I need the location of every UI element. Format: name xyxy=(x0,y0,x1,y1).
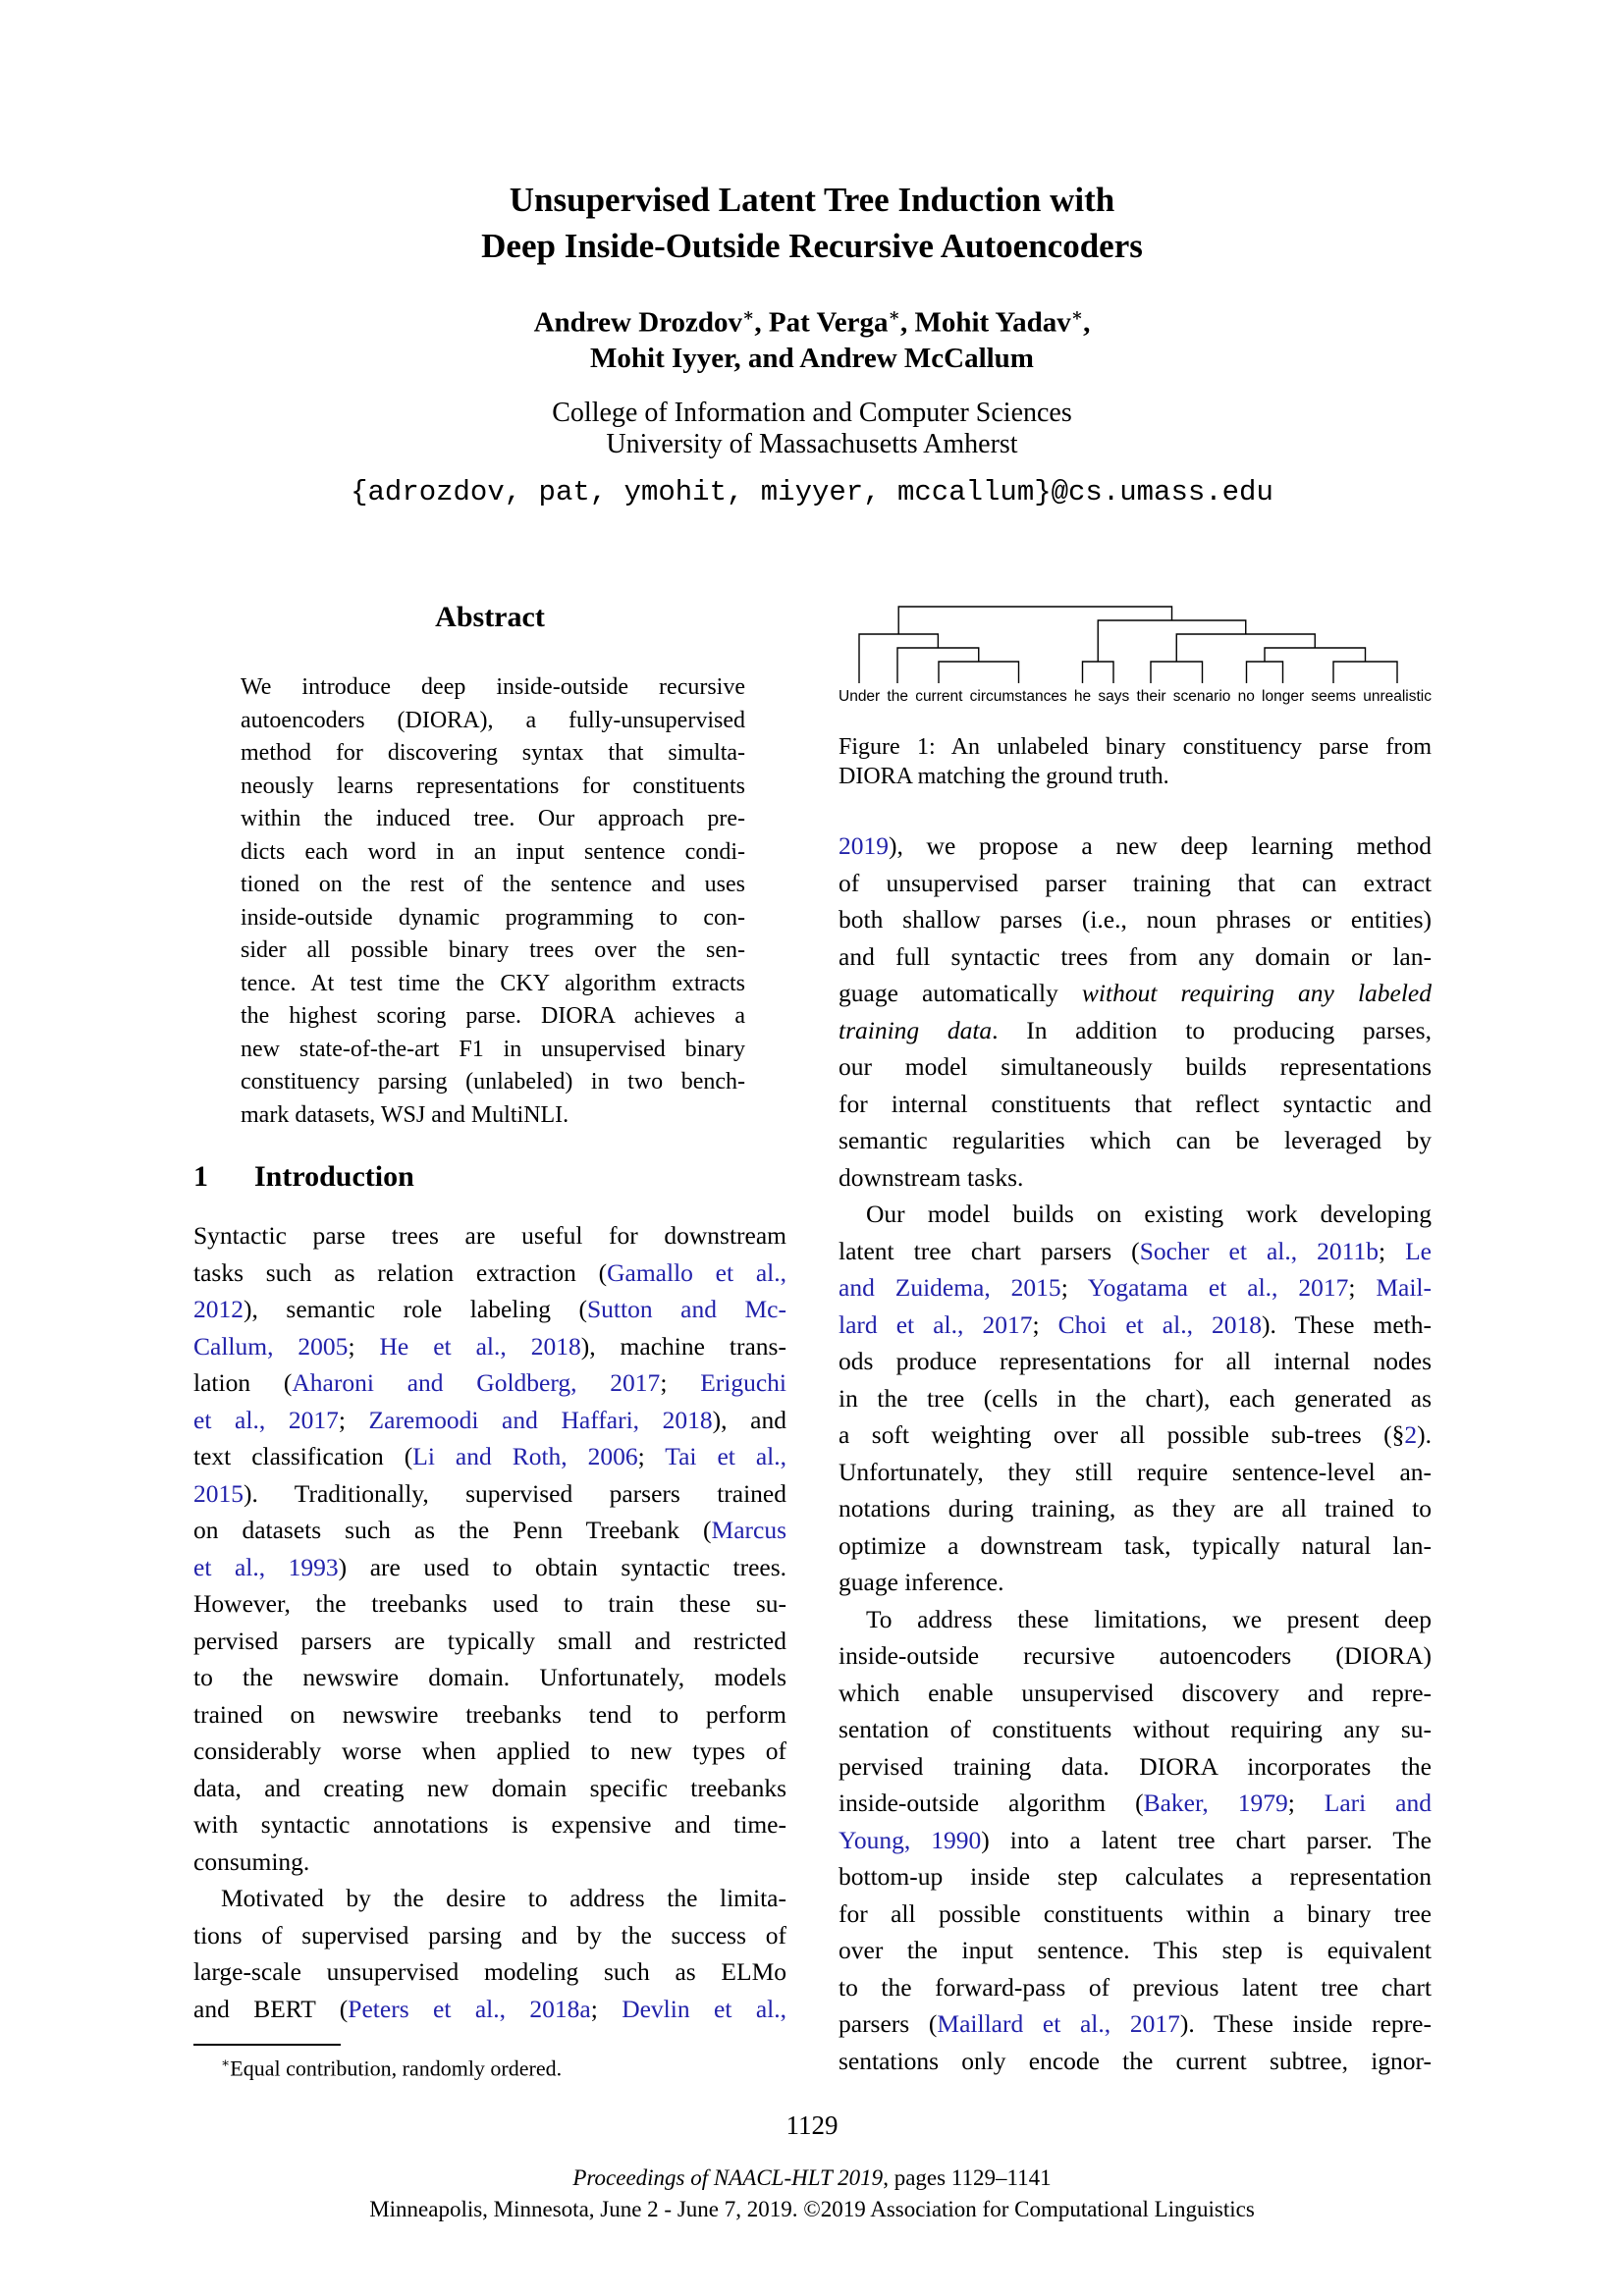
text-segment: for internal constituents that reflect syntactic and xyxy=(839,1089,1432,1118)
text-line xyxy=(193,1806,786,1843)
text-line xyxy=(839,762,1432,791)
text-segment: Equal contribution, randomly ordered. xyxy=(230,2056,563,2081)
text-segment: Syntactic parse trees are useful for downstream xyxy=(193,1221,786,1250)
tree-word: current xyxy=(915,688,963,705)
text-segment: DIORA matching the ground truth. xyxy=(839,764,1169,789)
introduction-text xyxy=(193,1217,786,2027)
text-segment: ; xyxy=(1060,1273,1088,1302)
tree-word: he xyxy=(1073,688,1092,705)
citation-link[interactable]: Peters et al., 2018a xyxy=(348,1994,591,2023)
parse-tree-diagram xyxy=(839,601,1432,683)
text-line xyxy=(839,901,1432,938)
text-segment: notations during training, as they are all trained to xyxy=(839,1494,1432,1522)
citation-link[interactable]: Young, 1990 xyxy=(839,1825,982,1854)
tree-word: unrealistic xyxy=(1363,688,1432,705)
text-segment: ods produce representations for all internal nodes xyxy=(839,1347,1432,1375)
text-segment: within the induced tree. Our approach pre- xyxy=(241,806,745,831)
text-line xyxy=(839,1490,1432,1527)
page-number: 1129 xyxy=(785,2110,839,2140)
text-line xyxy=(193,1733,786,1770)
text-line xyxy=(241,1066,745,1099)
text-line xyxy=(241,1000,745,1034)
text-line xyxy=(241,836,745,870)
text-segment: ). xyxy=(1417,1420,1432,1449)
text-segment: autoencoders (DIORA), a fully-unsupervised xyxy=(241,707,745,733)
text-line xyxy=(193,1402,786,1439)
text-segment: downstream tasks. xyxy=(839,1162,1024,1192)
citation-link[interactable]: Le xyxy=(1405,1236,1432,1265)
text-line xyxy=(241,671,745,705)
text-segment: tasks such as relation extraction ( xyxy=(193,1257,608,1287)
text-line xyxy=(193,1255,786,1292)
citation-link[interactable]: lard et al., 2017 xyxy=(839,1309,1033,1339)
text-segment: ; xyxy=(338,1405,369,1434)
text-line xyxy=(241,968,745,1001)
text-line xyxy=(839,1564,1432,1601)
text-segment: latent tree chart parsers ( xyxy=(839,1236,1140,1265)
text-segment: inside-outside dynamic programming to con- xyxy=(241,904,745,931)
text-segment: tions of supervised parsing and by the success of xyxy=(193,1920,786,1949)
text-segment: on datasets such as the Penn Treebank ( xyxy=(193,1516,712,1544)
text-segment: data, and creating new domain specific treebanks xyxy=(193,1773,786,1802)
text-line xyxy=(241,902,745,935)
text-segment: ∗ xyxy=(221,2056,231,2070)
text-segment: We introduce deep inside-outside recursive xyxy=(241,674,745,700)
right-column-text xyxy=(839,828,1432,2079)
citation-link[interactable]: Maillard et al., 2017 xyxy=(937,2009,1180,2038)
text-segment: lation ( xyxy=(193,1368,293,1397)
text-segment: Andrew Drozdov xyxy=(533,306,742,339)
italic-text: training data xyxy=(839,1015,993,1044)
citation-link[interactable]: Sutton and Mc- xyxy=(586,1295,786,1323)
affiliation-line2: University of Massachusetts Amherst xyxy=(606,429,1018,459)
text-segment: ). These inside repre- xyxy=(1179,2009,1432,2038)
text-segment: new state-of-the-art F1 in unsupervised binary xyxy=(241,1036,745,1062)
citation-link[interactable]: Choi et al., 2018 xyxy=(1057,1309,1263,1339)
text-segment: , Mohit Yadav xyxy=(899,306,1071,339)
section-heading xyxy=(193,1160,414,1194)
tree-word: Under xyxy=(839,688,881,705)
text-segment: However, the treebanks used to train these su- xyxy=(193,1589,786,1618)
text-segment: ; xyxy=(1348,1273,1377,1302)
text-line xyxy=(193,1438,786,1475)
citation-link[interactable]: Socher et al., 2011b xyxy=(1139,1236,1379,1265)
citation-link[interactable]: Gamallo et al., xyxy=(607,1257,786,1287)
text-line xyxy=(241,869,745,902)
affiliation xyxy=(0,398,1624,460)
text-line xyxy=(193,1328,786,1365)
text-line xyxy=(839,2005,1432,2043)
footer-venue: Minneapolis, Minnesota, June 2 - June 7, 2019. ©2019 Association for Computational Linguistics xyxy=(369,2197,1255,2221)
text-segment: Figure 1: An unlabeled binary constituency parse from xyxy=(839,734,1432,760)
text-segment: ; xyxy=(1378,1236,1406,1265)
text-segment: the highest scoring parse. DIORA achieves a xyxy=(241,1003,745,1029)
text-line xyxy=(839,1343,1432,1380)
text-segment: neously learns representations for constituents xyxy=(241,773,745,799)
text-line xyxy=(839,1896,1432,1933)
text-line xyxy=(241,705,745,738)
tree-word: longer xyxy=(1262,688,1305,705)
text-segment: text classification ( xyxy=(193,1442,413,1470)
text-segment: in the tree (cells in the chart), each generated as xyxy=(839,1383,1432,1413)
text-line xyxy=(241,803,745,836)
citation-link[interactable]: Devlin et al., xyxy=(622,1994,786,2023)
paper-title xyxy=(0,177,1624,269)
text-segment: guage inference. xyxy=(839,1568,1004,1596)
citation-link[interactable]: Li and Roth, 2006 xyxy=(412,1442,638,1470)
author-emails: {adrozdov, pat, ymohit, miyyer, mccallum}@cs.umass.edu xyxy=(351,476,1273,508)
text-line xyxy=(241,771,745,804)
citation-link[interactable]: Lari and xyxy=(1324,1789,1432,1817)
text-segment: and BERT ( xyxy=(193,1994,349,2023)
paper-title-line2: Deep Inside-Outside Recursive Autoencoders xyxy=(481,227,1143,265)
text-segment: over the input sentence. This step is equivalent xyxy=(839,1936,1432,1964)
text-line xyxy=(839,2043,1432,2080)
text-segment: ). These meth- xyxy=(1262,1309,1432,1339)
text-segment: mark datasets, WSJ and MultiNLI. xyxy=(241,1101,569,1128)
footnote xyxy=(193,2050,786,2081)
text-line xyxy=(839,1380,1432,1417)
text-line xyxy=(839,1637,1432,1675)
text-line xyxy=(839,1012,1432,1049)
text-segment: of unsupervised parser training that can extract xyxy=(839,868,1432,897)
text-line xyxy=(839,1527,1432,1565)
text-line xyxy=(193,1623,786,1660)
text-line xyxy=(839,1269,1432,1307)
text-line xyxy=(0,2163,1624,2193)
text-segment: ; xyxy=(348,1331,380,1361)
text-segment: Mohit Iyyer, and Andrew McCallum xyxy=(590,342,1034,374)
tree-word: the xyxy=(887,688,908,705)
text-line xyxy=(839,865,1432,902)
text-segment: which enable unsupervised discovery and repre- xyxy=(839,1678,1432,1707)
text-line xyxy=(193,1364,786,1402)
text-line xyxy=(839,1748,1432,1786)
text-line xyxy=(241,1099,745,1133)
text-segment: tioned on the rest of the sentence and uses xyxy=(241,872,745,897)
citation-link[interactable]: 2012 xyxy=(193,1295,244,1323)
text-line xyxy=(839,1675,1432,1712)
text-line xyxy=(839,1454,1432,1491)
citation-link[interactable]: Zaremoodi and Haffari, 2018 xyxy=(368,1405,713,1434)
text-segment: constituency parsing (unlabeled) in two bench- xyxy=(241,1069,745,1095)
text-segment: optimize a downstream task, typically natural lan- xyxy=(839,1530,1432,1560)
text-segment: both shallow parses (i.e., noun phrases or entities) xyxy=(839,905,1432,934)
text-segment: trained on newswire treebanks tend to perform xyxy=(193,1699,786,1729)
paper-title-line1: Unsupervised Latent Tree Induction with xyxy=(509,181,1115,219)
text-line xyxy=(193,1696,786,1734)
abstract-heading: Abstract xyxy=(435,601,545,633)
text-line xyxy=(0,341,1624,376)
text-segment: semantic regularities which can be leveraged by xyxy=(839,1126,1432,1154)
text-line xyxy=(839,1932,1432,1969)
text-line xyxy=(839,1048,1432,1086)
citation-link[interactable]: et al., 1993 xyxy=(193,1552,339,1581)
text-line xyxy=(839,1159,1432,1197)
text-line xyxy=(241,934,745,968)
text-line xyxy=(193,1953,786,1991)
text-line xyxy=(193,2050,786,2081)
text-segment: pervised parsers are typically small and restricted xyxy=(193,1626,786,1655)
text-segment: Motivated by the desire to address the limita- xyxy=(221,1884,786,1912)
text-line xyxy=(193,1917,786,1954)
text-segment: for all possible constituents within a binary tree xyxy=(839,1898,1432,1928)
citation-link[interactable]: Baker, 1979 xyxy=(1143,1789,1288,1817)
text-line xyxy=(241,1034,745,1067)
text-line xyxy=(839,732,1432,762)
citation-link[interactable]: and Zuidema, 2015 xyxy=(839,1273,1061,1302)
figure-caption xyxy=(839,732,1432,791)
text-line xyxy=(193,1880,786,1917)
text-segment: our model simultaneously builds representations xyxy=(839,1052,1432,1081)
tree-word: no xyxy=(1237,688,1255,705)
text-segment: guage automatically xyxy=(839,979,1082,1007)
footnote-rule xyxy=(193,2044,341,2046)
tree-word: scenario xyxy=(1172,688,1231,705)
text-line xyxy=(839,1601,1432,1638)
section-number: 1 xyxy=(193,1160,208,1193)
text-line xyxy=(193,1512,786,1549)
text-line xyxy=(193,1475,786,1513)
citation-link[interactable]: He et al., 2018 xyxy=(379,1331,581,1361)
text-segment: ) are used to obtain syntactic trees. xyxy=(338,1552,787,1581)
text-segment: inside-outside algorithm ( xyxy=(839,1789,1144,1817)
text-segment: inside-outside recursive autoencoders (DIORA) xyxy=(839,1641,1432,1670)
text-segment: To address these limitations, we present deep xyxy=(866,1604,1432,1633)
text-segment: ), and xyxy=(712,1405,786,1434)
text-segment: parsers ( xyxy=(839,2009,938,2038)
text-line xyxy=(839,1196,1432,1233)
text-segment: ) into a latent tree chart parser. The xyxy=(981,1825,1432,1854)
text-segment: ; xyxy=(1287,1789,1325,1817)
citation-link[interactable]: 2 xyxy=(1404,1420,1418,1449)
text-line xyxy=(839,975,1432,1012)
text-segment: dicts each word in an input sentence condi- xyxy=(241,838,745,865)
text-segment: ), we propose a new deep learning method xyxy=(889,831,1432,860)
citation-link[interactable]: Mail- xyxy=(1376,1273,1433,1302)
abstract-text xyxy=(241,671,745,1132)
text-line xyxy=(241,737,745,771)
text-line xyxy=(839,1969,1432,2006)
text-line xyxy=(193,1991,786,2028)
citation-link[interactable]: et al., 2017 xyxy=(193,1405,339,1434)
tree-word: circumstances xyxy=(969,688,1067,705)
text-segment: ∗ xyxy=(888,305,900,325)
text-line xyxy=(839,1122,1432,1159)
section-title: Introduction xyxy=(254,1160,414,1193)
text-segment: consuming. xyxy=(193,1846,310,1876)
text-line xyxy=(839,1785,1432,1822)
text-line xyxy=(839,1711,1432,1748)
text-line xyxy=(193,1217,786,1255)
tree-word: seems xyxy=(1311,688,1356,705)
citation-link[interactable]: 2015 xyxy=(193,1478,244,1508)
citation-link[interactable]: Callum, 2005 xyxy=(193,1331,349,1361)
text-line xyxy=(193,1291,786,1328)
text-segment: , xyxy=(1083,306,1091,339)
text-line xyxy=(193,1843,786,1881)
text-segment: tence. At test time the CKY algorithm extracts xyxy=(241,970,745,996)
author-list xyxy=(0,297,1624,376)
citation-link[interactable]: 2019 xyxy=(839,831,889,860)
text-line xyxy=(839,1233,1432,1270)
tree-word: their xyxy=(1136,688,1166,705)
text-segment: with syntactic annotations is expensive and time- xyxy=(193,1810,786,1839)
text-segment: ), machine trans- xyxy=(580,1331,786,1361)
text-line xyxy=(193,1585,786,1623)
text-segment: ∗ xyxy=(1070,305,1084,325)
text-line xyxy=(839,1822,1432,1859)
text-segment: to the forward-pass of previous latent tree chart xyxy=(839,1972,1432,2002)
citation-link[interactable]: Marcus xyxy=(711,1516,786,1544)
text-line xyxy=(193,1659,786,1696)
text-segment: to the newswire domain. Unfortunately, models xyxy=(193,1663,786,1691)
text-segment: . In addition to producing parses, xyxy=(992,1015,1432,1044)
text-segment: method for discovering syntax that simulta- xyxy=(241,740,745,766)
tree-word: says xyxy=(1098,688,1130,705)
footer-proceedings xyxy=(0,2163,1624,2193)
text-segment: , Pat Verga xyxy=(754,306,889,339)
italic-text: without requiring any labeled xyxy=(1081,979,1432,1007)
citation-link[interactable]: Tai et al., xyxy=(665,1442,787,1470)
text-segment: large-scale unsupervised modeling such as ELMo xyxy=(193,1957,786,1986)
text-segment: sider all possible binary trees over the sen- xyxy=(241,937,745,963)
text-segment: sentation of constituents without requiring any su- xyxy=(839,1715,1432,1743)
text-line xyxy=(839,828,1432,865)
text-segment: a soft weighting over all possible sub-trees (§ xyxy=(839,1420,1405,1449)
text-line xyxy=(839,1416,1432,1454)
text-segment: pervised training data. DIORA incorporates the xyxy=(839,1751,1432,1781)
text-segment: ), semantic role labeling ( xyxy=(244,1295,587,1323)
italic-text: Proceedings of NAACL-HLT 2019 xyxy=(572,2165,884,2190)
citation-link[interactable]: Aharoni and Goldberg, 2017 xyxy=(292,1368,661,1397)
text-line xyxy=(839,1307,1432,1344)
text-segment: Unfortunately, they still require sentence-level an- xyxy=(839,1457,1432,1486)
text-segment: and full syntactic trees from any domain or lan- xyxy=(839,941,1432,971)
text-segment: ). Traditionally, supervised parsers trained xyxy=(244,1478,786,1508)
text-segment: Our model builds on existing work developing xyxy=(866,1200,1432,1228)
citation-link[interactable]: Yogatama et al., 2017 xyxy=(1087,1273,1349,1302)
text-segment: ∗ xyxy=(742,305,755,325)
parse-tree-sentence xyxy=(839,688,1432,706)
text-line xyxy=(0,297,1624,341)
text-segment: considerably worse when applied to new types of xyxy=(193,1736,786,1765)
text-line xyxy=(193,1770,786,1807)
figure-1 xyxy=(839,601,1432,706)
text-line xyxy=(193,1549,786,1586)
text-segment: , pages 1129–1141 xyxy=(883,2165,1052,2190)
text-segment: ; xyxy=(637,1442,666,1470)
affiliation-line1: College of Information and Computer Sciences xyxy=(552,398,1072,428)
citation-link[interactable]: Eriguchi xyxy=(700,1368,786,1397)
text-segment: bottom-up inside step calculates a representation xyxy=(839,1862,1432,1891)
text-line xyxy=(839,1086,1432,1123)
text-line xyxy=(839,938,1432,976)
text-segment: ; xyxy=(590,1994,623,2023)
text-segment: ; xyxy=(1032,1309,1058,1339)
text-segment: ; xyxy=(660,1368,701,1397)
text-segment: sentations only encode the current subtree, ignor- xyxy=(839,2046,1432,2075)
text-line xyxy=(839,1858,1432,1896)
